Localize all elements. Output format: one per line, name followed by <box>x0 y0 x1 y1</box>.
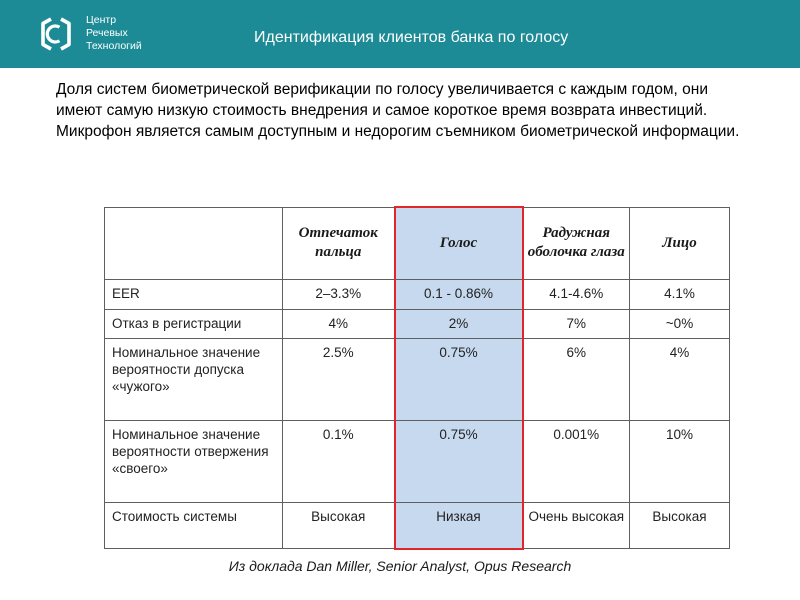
slide-title: Идентификация клиентов банка по голосу <box>254 29 569 46</box>
table-row-false-accept <box>105 339 730 421</box>
table-cell: 4% <box>283 310 395 339</box>
intro-text <box>56 79 756 142</box>
table-cell: 0.75% <box>395 421 523 503</box>
logo-line-3: Технологий <box>86 40 142 52</box>
table-cell: 10% <box>630 421 730 503</box>
comparison-table-wrapper <box>104 206 730 550</box>
biometrics-comparison-table <box>104 206 730 550</box>
table-cell: 0.001% <box>523 421 630 503</box>
column-header-fingerprint: Отпечаток пальца <box>283 207 395 280</box>
table-cell: 6% <box>523 339 630 421</box>
table-cell: 2–3.3% <box>283 280 395 310</box>
column-header-voice: Голос <box>395 207 523 280</box>
table-cell: 0.75% <box>395 339 523 421</box>
header-corner-cell <box>105 207 283 280</box>
row-label: Стоимость системы <box>105 503 283 549</box>
table-cell: ~0% <box>630 310 730 339</box>
intro-paragraph-2: Микрофон является самым доступным и недорогим съемником биометрической информации. <box>56 123 740 140</box>
table-row-enrollment-failure <box>105 310 730 339</box>
column-header-face: Лицо <box>630 207 730 280</box>
table-row-eer <box>105 280 730 310</box>
table-cell: 0.1% <box>283 421 395 503</box>
logo-line-1: Центр <box>86 14 117 26</box>
table-cell: Высокая <box>630 503 730 549</box>
logo-line-2: Речевых <box>86 27 128 39</box>
table-header-row <box>105 207 730 280</box>
table-cell: 7% <box>523 310 630 339</box>
table-cell: 0.1 - 0.86% <box>395 280 523 310</box>
table-cell: 2.5% <box>283 339 395 421</box>
table-cell: Очень высокая <box>523 503 630 549</box>
row-label: EER <box>105 280 283 310</box>
table-cell: 4% <box>630 339 730 421</box>
table-cell: Низкая <box>395 503 523 549</box>
row-label: Номинальное значение вероятности отвержения «своего» <box>105 421 283 503</box>
table-row-false-reject <box>105 421 730 503</box>
table-cell: 4.1% <box>630 280 730 310</box>
header-bar <box>0 0 800 68</box>
table-cell: Высокая <box>283 503 395 549</box>
company-logo-icon <box>36 14 76 54</box>
table-row-system-cost <box>105 503 730 549</box>
table-cell: 4.1-4.6% <box>523 280 630 310</box>
column-header-iris: Радужная оболочка глаза <box>523 207 630 280</box>
table-cell: 2% <box>395 310 523 339</box>
row-label: Отказ в регистрации <box>105 310 283 339</box>
company-logo-text <box>86 14 142 53</box>
row-label: Номинальное значение вероятности допуска «чужого» <box>105 339 283 421</box>
source-citation: Из доклада Dan Miller, Senior Analyst, Opus Research <box>228 558 572 574</box>
intro-paragraph-1: Доля систем биометрической верификации по голосу увеличивается с каждым годом, они имеют самую низкую стоимость внедрения и самое короткое время возврата инвестиций. <box>56 81 709 119</box>
